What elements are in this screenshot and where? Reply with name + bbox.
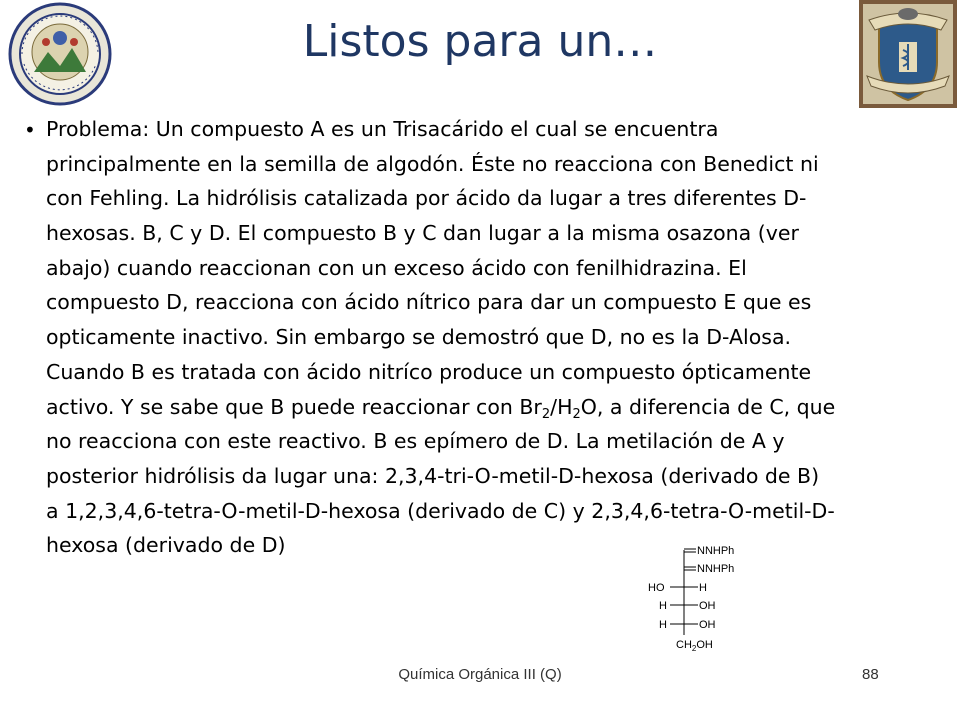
paragraph-line: a 1,2,3,4,6-tetra-O-metil-D-hexosa (derivado de C) y 2,3,4,6-tetra-O-metil-D- xyxy=(46,498,835,523)
faculty-crest-icon xyxy=(859,0,957,108)
page-number: 88 xyxy=(862,666,879,683)
footer-course: Química Orgánica III (Q) xyxy=(398,666,562,683)
formula-text: activo. Y se sabe que B puede reaccionar con Br xyxy=(46,394,542,419)
bullet-icon: • xyxy=(24,118,36,142)
paragraph-line: abajo) cuando reaccionan con un exceso ácido con fenilhidrazina. El xyxy=(46,255,747,280)
subscript: 2 xyxy=(572,406,581,422)
structure-label: H xyxy=(659,619,667,631)
paragraph-line: con Fehling. La hidrólisis catalizada por ácido da lugar a tres diferentes D- xyxy=(46,186,807,211)
paragraph-line-formula xyxy=(46,390,952,425)
paragraph-line: Cuando B es tratada con ácido nitríco produce un compuesto ópticamente xyxy=(46,359,812,384)
paragraph-line: no reacciona con este reactivo. B es epímero de D. La metilación de A y xyxy=(46,429,785,454)
structure-label: H xyxy=(659,600,667,612)
paragraph-line: hexosas. B, C y D. El compuesto B y C dan lugar a la misma osazona (ver xyxy=(46,221,799,246)
formula-text: /H xyxy=(550,394,573,419)
paragraph-line: Problema: Un compuesto A es un Trisacárido el cual se encuentra xyxy=(46,117,719,141)
structure-label: OH xyxy=(699,600,716,612)
structure-label: H xyxy=(699,582,707,594)
structure-label: NNHPh xyxy=(697,545,735,557)
structure-label: NNHPh xyxy=(697,563,735,575)
paragraph-line: opticamente inactivo. Sin embargo se demostró que D, no es la D-Alosa. xyxy=(46,325,792,350)
paragraph-line: compuesto D, reacciona con ácido nítrico para dar un compuesto E que es xyxy=(46,290,812,315)
problem-paragraph xyxy=(46,112,952,563)
osazone-structure xyxy=(640,540,760,658)
structure-label: OH xyxy=(699,619,716,631)
paragraph-line: hexosa (derivado de D) xyxy=(46,533,286,558)
slide-title: Listos para un… xyxy=(302,16,658,67)
paragraph-line: posterior hidrólisis da lugar una: 2,3,4-tri-O-metil-D-hexosa (derivado de B) xyxy=(46,463,820,488)
formula-text: O, a diferencia de C, que xyxy=(580,394,836,419)
subscript: 2 xyxy=(541,406,551,422)
paragraph-line: principalmente en la semilla de algodón. Éste no reacciona con Benedict ni xyxy=(46,151,819,176)
structure-label: HO xyxy=(648,582,665,594)
structure-label: $CH_2OH$ xyxy=(676,639,713,653)
